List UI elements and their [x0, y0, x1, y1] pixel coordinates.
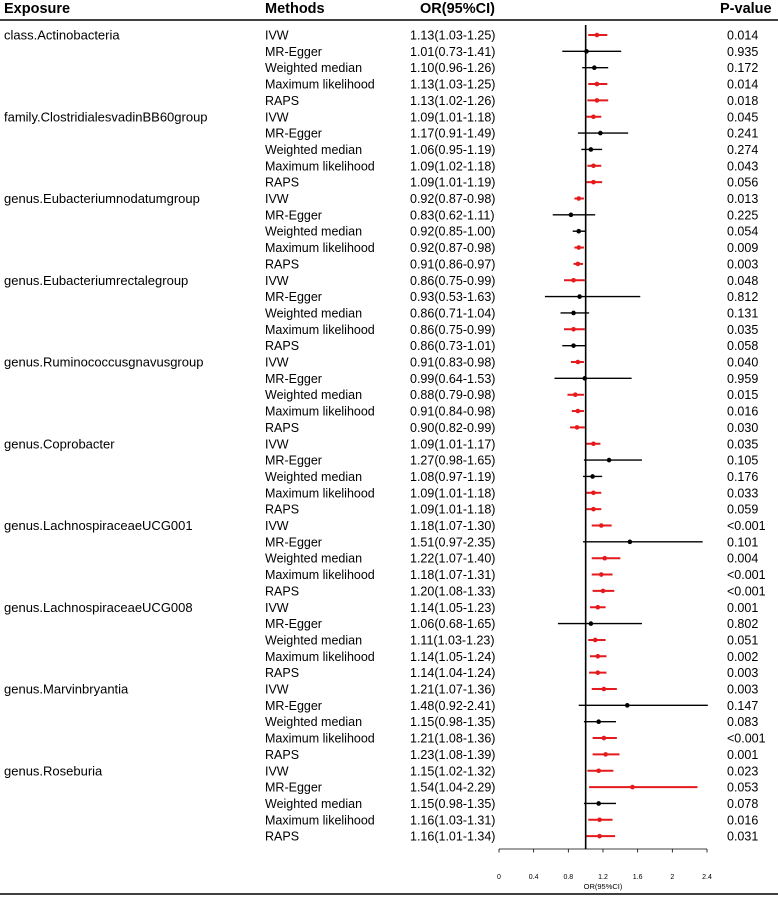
point-estimate — [596, 670, 601, 675]
x-tick-label: 1.6 — [632, 874, 643, 881]
method-label: RAPS — [265, 502, 300, 517]
method-label: MR-Egger — [265, 698, 322, 713]
or-ci-label: 1.15(1.02-1.32) — [410, 764, 496, 779]
table-row — [4, 518, 766, 533]
method-label: Maximum likelihood — [265, 813, 375, 828]
table-row — [265, 781, 758, 795]
method-label: Maximum likelihood — [265, 486, 375, 501]
method-label: RAPS — [265, 584, 300, 599]
point-estimate — [576, 360, 581, 365]
or-ci-label: 0.92(0.87-0.98) — [410, 241, 496, 256]
or-ci-label: 1.14(1.05-1.23) — [410, 600, 496, 615]
point-estimate — [593, 638, 598, 643]
table-rows — [4, 28, 766, 844]
table-row — [265, 78, 758, 92]
or-ci-label: 1.21(1.07-1.36) — [410, 682, 496, 697]
table-row — [4, 600, 758, 615]
exposure-label: genus.Ruminococcusgnavusgroup — [4, 354, 204, 370]
table-row — [265, 388, 758, 402]
table-row — [265, 830, 758, 844]
or-ci-label: 1.10(0.96-1.26) — [410, 61, 496, 76]
p-value-label: 0.014 — [727, 77, 759, 92]
or-ci-label: 1.11(1.03-1.23) — [410, 633, 495, 648]
table-row — [265, 372, 758, 386]
p-value-label: 0.054 — [727, 224, 759, 239]
or-ci-label: 0.93(0.53-1.63) — [410, 290, 496, 305]
x-axis-ticks — [497, 849, 712, 881]
point-estimate — [576, 245, 581, 250]
method-label: RAPS — [265, 257, 300, 272]
table-row — [265, 421, 758, 435]
table-row — [265, 241, 758, 255]
p-value-label: 0.033 — [727, 486, 759, 501]
or-ci-label: 1.15(0.98-1.35) — [410, 715, 496, 730]
or-ci-label: 0.91(0.83-0.98) — [410, 355, 496, 370]
p-value-label: 0.014 — [727, 28, 759, 43]
p-value-label: 0.013 — [727, 192, 759, 206]
point-estimate — [575, 425, 580, 430]
header-or: OR(95%CI) — [420, 1, 495, 17]
point-estimate — [591, 114, 596, 119]
or-ci-label: 1.18(1.07-1.31) — [410, 568, 496, 583]
or-ci-label: 0.92(0.85-1.00) — [410, 224, 496, 239]
p-value-label: 0.018 — [727, 93, 759, 108]
point-estimate — [602, 736, 607, 741]
exposure-label: genus.LachnospiraceaeUCG001 — [4, 518, 193, 533]
point-estimate — [625, 703, 630, 708]
x-tick-label: 0.8 — [563, 874, 574, 881]
point-estimate — [571, 278, 576, 283]
p-value-label: 0.147 — [727, 698, 759, 713]
method-label: Weighted median — [265, 306, 363, 321]
or-ci-label: 0.99(0.64-1.53) — [410, 371, 496, 386]
or-ci-label: 1.15(0.98-1.35) — [410, 796, 496, 811]
point-estimate — [595, 33, 600, 38]
point-estimate — [576, 196, 581, 201]
table-row — [265, 666, 758, 680]
p-value-label: <0.001 — [727, 568, 766, 583]
method-label: Maximum likelihood — [265, 649, 375, 664]
p-value-label: 0.053 — [727, 780, 759, 795]
p-value-label: 0.078 — [727, 796, 759, 811]
point-estimate — [591, 491, 596, 496]
or-ci-label: 1.09(1.01-1.18) — [410, 486, 496, 501]
p-value-label: <0.001 — [727, 584, 766, 599]
point-estimate — [607, 458, 612, 463]
or-ci-label: 1.14(1.04-1.24) — [410, 666, 496, 681]
point-estimate — [591, 180, 596, 185]
p-value-label: <0.001 — [727, 519, 766, 533]
point-estimate — [569, 213, 574, 218]
table-row — [265, 486, 758, 500]
or-ci-label: 1.16(1.01-1.34) — [410, 829, 496, 844]
exposure-label: class.Actinobacteria — [4, 27, 120, 43]
or-ci-label: 1.16(1.03-1.31) — [410, 813, 496, 828]
p-value-label: 0.176 — [727, 469, 759, 484]
point-estimate — [589, 621, 594, 626]
point-estimate — [596, 654, 601, 659]
method-label: IVW — [265, 192, 289, 206]
or-ci-label: 1.06(0.68-1.65) — [410, 617, 496, 632]
point-estimate — [571, 327, 576, 332]
table-row — [265, 797, 758, 811]
or-ci-label: 1.08(0.97-1.19) — [410, 469, 496, 484]
p-value-label: 0.048 — [727, 273, 759, 288]
or-ci-label: 0.86(0.75-0.99) — [410, 273, 496, 288]
or-ci-label: 1.13(1.03-1.25) — [410, 28, 496, 43]
table-row — [265, 405, 758, 419]
p-value-label: 0.959 — [727, 371, 759, 386]
table-row — [265, 208, 758, 222]
point-estimate — [576, 409, 581, 414]
p-value-label: 0.172 — [727, 61, 759, 76]
method-label: IVW — [265, 519, 289, 533]
method-label: IVW — [265, 764, 289, 779]
point-estimate — [599, 572, 604, 577]
or-ci-label: 1.27(0.98-1.65) — [410, 453, 496, 468]
p-value-label: 0.274 — [727, 142, 759, 157]
p-value-label: 0.004 — [727, 551, 759, 566]
x-tick-label: 0 — [497, 874, 501, 881]
method-label: IVW — [265, 355, 289, 370]
exposure-label: genus.Eubacteriumnodatumgroup — [4, 191, 200, 206]
p-value-label: 0.003 — [727, 682, 759, 697]
table-row — [4, 436, 758, 451]
table-row — [265, 715, 758, 729]
method-label: Maximum likelihood — [265, 568, 375, 583]
p-value-label: 0.030 — [727, 420, 759, 435]
table-row — [265, 94, 758, 108]
method-label: IVW — [265, 600, 289, 615]
exposure-label: genus.Roseburia — [4, 763, 103, 779]
p-value-label: 0.058 — [727, 339, 759, 354]
exposure-label: family.ClostridialesvadinBB60group — [4, 109, 208, 125]
table-row — [4, 109, 758, 124]
method-label: RAPS — [265, 339, 300, 354]
point-estimate — [602, 556, 607, 561]
x-tick-label: 2 — [670, 874, 675, 881]
table-row — [265, 127, 758, 141]
or-ci-label: 0.86(0.71-1.04) — [410, 306, 496, 321]
p-value-label: 0.241 — [727, 126, 759, 141]
or-ci-label: 0.90(0.82-0.99) — [410, 420, 496, 435]
table-row — [265, 323, 758, 337]
method-label: MR-Egger — [265, 453, 322, 468]
or-ci-label: 1.01(0.73-1.41) — [410, 44, 496, 59]
table-row — [265, 584, 766, 598]
or-ci-label: 1.51(0.97-2.35) — [410, 535, 496, 550]
p-value-label: 0.016 — [727, 813, 759, 828]
p-value-label: 0.001 — [727, 747, 759, 762]
point-estimate — [571, 311, 576, 316]
method-label: RAPS — [265, 420, 300, 435]
table-row — [265, 732, 766, 746]
method-label: RAPS — [265, 666, 300, 681]
point-estimate — [595, 98, 600, 103]
point-estimate — [591, 507, 596, 512]
p-value-label: 0.035 — [727, 322, 759, 337]
exposure-label: genus.Coprobacter — [4, 436, 115, 452]
or-ci-label: 0.83(0.62-1.11) — [410, 208, 495, 223]
point-estimate — [592, 65, 597, 70]
point-estimate — [597, 834, 602, 839]
p-value-label: 0.015 — [727, 388, 759, 403]
point-estimate — [595, 82, 600, 87]
table-row — [265, 290, 758, 304]
p-value-label: 0.812 — [727, 290, 759, 305]
exposure-label: genus.LachnospiraceaeUCG008 — [4, 599, 193, 615]
method-label: Maximum likelihood — [265, 77, 375, 92]
or-ci-label: 0.88(0.79-0.98) — [410, 388, 496, 403]
p-value-label: 0.040 — [727, 355, 759, 370]
p-value-label: <0.001 — [727, 731, 766, 746]
p-value-label: 0.225 — [727, 208, 759, 223]
p-value-label: 0.016 — [727, 404, 759, 419]
p-value-label: 0.031 — [727, 829, 759, 844]
or-ci-label: 1.09(1.01-1.17) — [410, 437, 496, 452]
or-ci-label: 1.22(1.07-1.40) — [410, 551, 496, 566]
table-row — [4, 273, 758, 288]
method-label: Weighted median — [265, 715, 363, 730]
method-label: Maximum likelihood — [265, 731, 375, 746]
exposure-label: genus.Marvinbryantia — [4, 681, 129, 697]
method-label: IVW — [265, 110, 289, 125]
or-ci-label: 1.09(1.01-1.18) — [410, 502, 496, 517]
point-estimate — [598, 131, 603, 136]
p-value-label: 0.045 — [727, 110, 759, 125]
point-estimate — [603, 752, 608, 757]
exposure-label: genus.Eubacteriumrectalegroup — [4, 272, 189, 288]
table-row — [265, 225, 758, 239]
x-tick-label: 0.4 — [528, 874, 539, 881]
point-estimate — [596, 719, 601, 724]
point-estimate — [601, 589, 606, 594]
point-estimate — [576, 229, 581, 234]
method-label: MR-Egger — [265, 371, 322, 386]
table-row — [265, 339, 758, 353]
or-ci-label: 0.92(0.87-0.98) — [410, 192, 496, 206]
method-label: IVW — [265, 28, 289, 43]
method-label: Maximum likelihood — [265, 241, 375, 256]
table-row — [265, 617, 758, 631]
method-label: Maximum likelihood — [265, 404, 375, 419]
table-row — [265, 748, 758, 762]
method-label: MR-Egger — [265, 535, 322, 550]
p-value-label: 0.035 — [727, 437, 759, 452]
p-value-label: 0.131 — [727, 306, 759, 321]
header-exposure: Exposure — [4, 1, 71, 17]
point-estimate — [589, 147, 594, 152]
table-row — [265, 306, 758, 320]
or-ci-label: 0.86(0.73-1.01) — [410, 339, 496, 354]
point-estimate — [591, 441, 596, 446]
x-axis — [497, 849, 712, 891]
p-value-label: 0.002 — [727, 649, 759, 664]
table-row — [4, 191, 758, 206]
header-pvalue: P-value — [720, 1, 772, 17]
or-ci-label: 1.17(0.91-1.49) — [410, 126, 496, 141]
or-ci-label: 1.13(1.02-1.26) — [410, 93, 496, 108]
table-row — [265, 699, 758, 713]
method-label: Weighted median — [265, 142, 363, 157]
or-ci-label: 1.09(1.02-1.18) — [410, 159, 496, 174]
point-estimate — [577, 294, 582, 299]
header-methods: Methods — [265, 1, 325, 17]
method-label: Maximum likelihood — [265, 322, 375, 337]
or-ci-label: 0.86(0.75-0.99) — [410, 322, 496, 337]
point-estimate — [599, 523, 604, 528]
or-ci-label: 1.09(1.01-1.18) — [410, 110, 496, 125]
table-row — [265, 159, 758, 173]
or-ci-label: 1.09(1.01-1.19) — [410, 175, 496, 190]
method-label: MR-Egger — [265, 44, 322, 59]
point-estimate — [576, 262, 581, 267]
x-axis-label: OR(95%CI) — [583, 882, 623, 891]
or-ci-label: 1.48(0.92-2.41) — [410, 698, 496, 713]
table-row — [265, 552, 758, 566]
p-value-label: 0.802 — [727, 617, 759, 632]
or-ci-label: 1.21(1.08-1.36) — [410, 731, 496, 746]
table-row — [265, 568, 766, 582]
method-label: MR-Egger — [265, 208, 322, 223]
table-row — [265, 633, 758, 647]
table-row — [265, 470, 758, 484]
point-estimate — [571, 343, 576, 348]
p-value-label: 0.051 — [727, 633, 759, 648]
table-row — [265, 45, 758, 59]
or-ci-label: 1.54(1.04-2.29) — [410, 780, 496, 795]
point-estimate — [573, 392, 578, 397]
point-estimate — [630, 785, 635, 790]
table-row — [265, 503, 758, 517]
point-estimate — [591, 164, 596, 169]
table-row — [265, 535, 758, 549]
point-estimate — [597, 818, 602, 823]
p-value-label: 0.003 — [727, 257, 759, 272]
method-label: Maximum likelihood — [265, 159, 375, 174]
or-ci-label: 1.14(1.05-1.24) — [410, 649, 496, 664]
point-estimate — [596, 801, 601, 806]
or-ci-label: 1.23(1.08-1.39) — [410, 747, 496, 762]
method-label: Weighted median — [265, 224, 363, 239]
method-label: Weighted median — [265, 796, 363, 811]
or-ci-label: 1.18(1.07-1.30) — [410, 519, 496, 533]
table-row — [4, 355, 758, 370]
or-ci-label: 0.91(0.84-0.98) — [410, 404, 496, 419]
x-tick-label: 1.2 — [598, 874, 608, 881]
method-label: RAPS — [265, 747, 300, 762]
method-label: IVW — [265, 682, 289, 697]
method-label: RAPS — [265, 175, 300, 190]
table-row — [4, 682, 758, 697]
point-estimate — [596, 768, 601, 773]
x-tick-label: 2.4 — [702, 874, 712, 881]
p-value-label: 0.001 — [727, 600, 759, 615]
method-label: MR-Egger — [265, 780, 322, 795]
p-value-label: 0.059 — [727, 502, 759, 517]
table-row — [265, 257, 758, 271]
point-estimate — [602, 687, 607, 692]
p-value-label: 0.101 — [727, 535, 759, 550]
method-label: Weighted median — [265, 388, 363, 403]
table-row — [265, 61, 758, 75]
p-value-label: 0.043 — [727, 159, 759, 174]
table-row — [265, 143, 758, 157]
or-ci-label: 1.13(1.03-1.25) — [410, 77, 496, 92]
p-value-label: 0.083 — [727, 715, 759, 730]
p-value-label: 0.935 — [727, 44, 759, 59]
p-value-label: 0.105 — [727, 453, 759, 468]
point-estimate — [590, 474, 595, 479]
or-ci-label: 0.91(0.86-0.97) — [410, 257, 496, 272]
table-row — [4, 28, 758, 43]
method-label: RAPS — [265, 93, 300, 108]
method-label: RAPS — [265, 829, 300, 844]
point-estimate — [596, 605, 601, 610]
table-row — [265, 650, 758, 664]
table-row — [265, 454, 758, 468]
method-label: Weighted median — [265, 469, 363, 484]
p-value-label: 0.003 — [727, 666, 759, 681]
method-label: MR-Egger — [265, 617, 322, 632]
table-row — [265, 176, 758, 190]
p-value-label: 0.056 — [727, 175, 759, 190]
method-label: Weighted median — [265, 633, 363, 648]
method-label: Weighted median — [265, 551, 363, 566]
method-label: MR-Egger — [265, 126, 322, 141]
point-estimate — [628, 540, 633, 545]
table-row — [4, 763, 758, 778]
method-label: IVW — [265, 273, 289, 288]
or-ci-label: 1.20(1.08-1.33) — [410, 584, 496, 599]
p-value-label: 0.009 — [727, 241, 759, 256]
table-row — [265, 813, 758, 827]
method-label: MR-Egger — [265, 290, 322, 305]
p-value-label: 0.023 — [727, 764, 759, 779]
or-ci-label: 1.06(0.95-1.19) — [410, 142, 496, 157]
method-label: IVW — [265, 437, 289, 452]
method-label: Weighted median — [265, 61, 363, 76]
